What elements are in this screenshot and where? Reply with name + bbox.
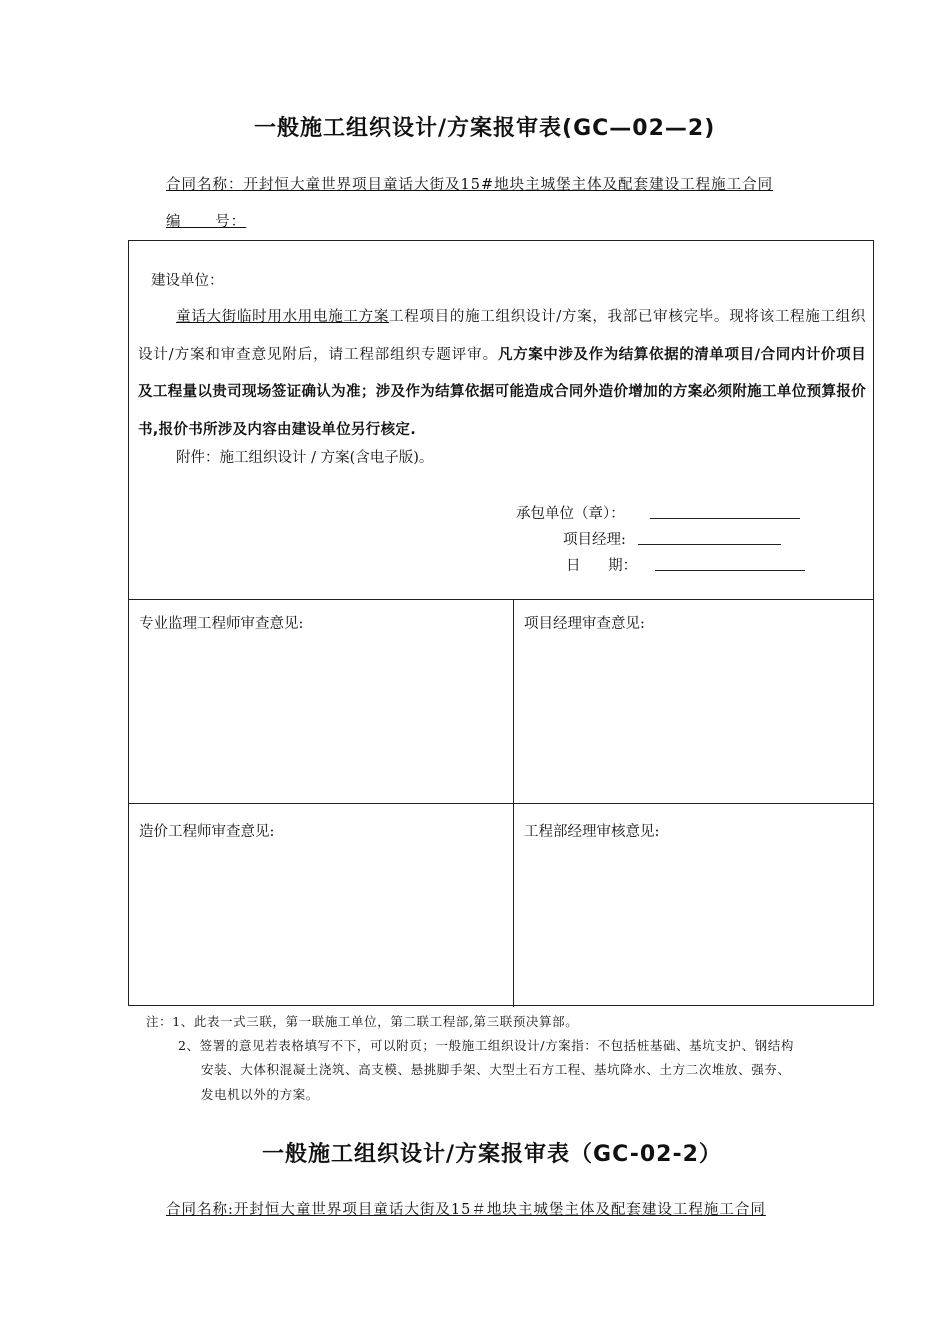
date-blank[interactable]: [655, 556, 805, 571]
contractor-seal-blank[interactable]: [650, 504, 800, 519]
note-line-4: 发电机以外的方案。: [201, 1087, 319, 1102]
attachment-line: 附件：施工组织设计 / 方案(含电子版)。: [176, 450, 434, 466]
form-number-label: 编 号：: [166, 214, 247, 230]
review-form-table: [128, 240, 874, 1006]
form2-title: 一般施工组织设计/方案报审表（GC-02-2）: [262, 1142, 722, 1167]
project-manager-blank[interactable]: [638, 530, 781, 545]
form-body-paragraph: [138, 299, 866, 449]
form2-contract-name: 合同名称:开封恒大童世界项目童话大街及15＃地块主城堡主体及配套建设工程施工合同: [166, 1202, 766, 1218]
date-label: 日 期：: [566, 558, 638, 574]
form-title: 一般施工组织设计/方案报审表(GC—02—2): [254, 116, 716, 141]
note-line-2: 2、签署的意见若表格填写不下，可以附页；一般施工组织设计/方案指：不包括桩基础、基坑支护、钢结构: [178, 1038, 794, 1053]
project-manager-label: 项目经理:: [563, 532, 626, 548]
body-text: 工程项目的施工组织设计/方案，我部已审核完毕。现将该工程施工组织设计/方案和审查意见附后，请工程部组织专题评审。: [138, 309, 866, 363]
project-manager-opinion-label: 项目经理审查意见:: [524, 616, 645, 632]
divider: [129, 599, 873, 600]
contract-name: 合同名称：开封恒大童世界项目童话大街及15#地块主城堡主体及配套建设工程施工合同: [166, 177, 774, 193]
plan-name: 童话大街临时用水用电施工方案: [176, 309, 390, 325]
dept-manager-opinion-label: 工程部经理审核意见:: [524, 824, 660, 840]
divider: [513, 599, 514, 1007]
contractor-seal-label: 承包单位（章）：: [516, 506, 625, 522]
settlement-clause: 凡方案中涉及作为结算依据的清单项目/合同内计价项目及工程量以贵司现场签证确认为准；涉及作为结算依据可能造成合同外造价增加的方案必须附施工单位预算报价书,报价书所涉及内容由建设单位另行核定.: [138, 346, 866, 438]
note-line-1: 注：1、此表一式三联，第一联施工单位，第二联工程部,第三联预决算部。: [146, 1014, 579, 1029]
divider: [129, 803, 873, 804]
cost-engineer-opinion-label: 造价工程师审查意见:: [139, 824, 275, 840]
owner-label: 建设单位：: [151, 273, 224, 289]
note-line-3: 安装、大体积混凝土浇筑、高支模、悬挑脚手架、大型土石方工程、基坑降水、土方二次堆放、强夯、: [201, 1062, 791, 1077]
supervisor-opinion-label: 专业监理工程师审查意见:: [139, 616, 304, 632]
